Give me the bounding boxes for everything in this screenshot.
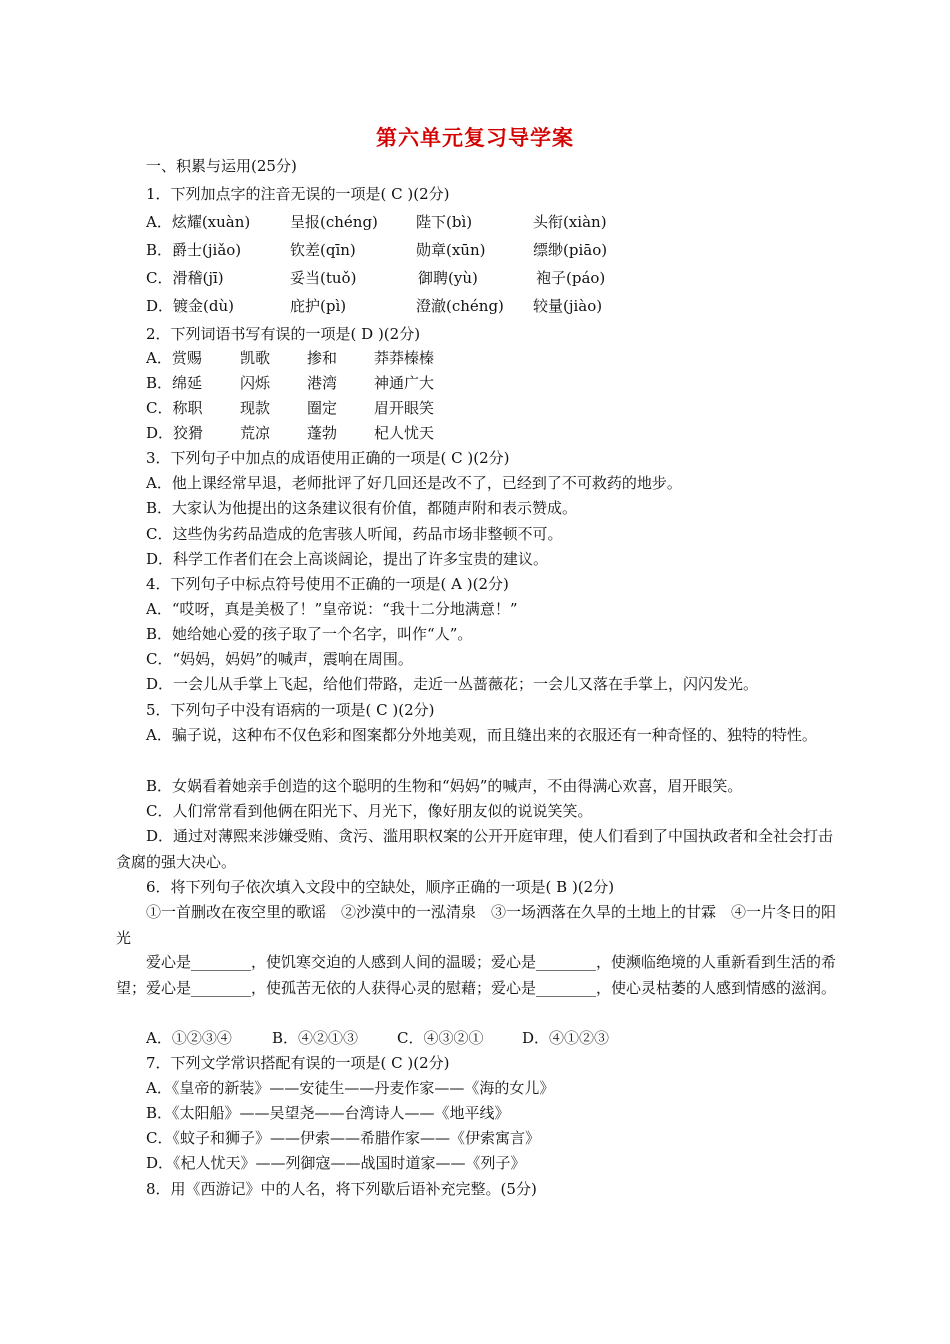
q2-option-a-3: 掺和 [307,349,338,367]
q2-option-d-1: D．狡猾 [146,424,204,442]
q5-option-d: D．通过对薄熙来涉嫌受贿、贪污、滥用职权案的公开开庭审理，使人们看到了中国执政者和全社会打击贪腐的强大决心。 [116,827,834,871]
question-4-stem: 4．下列句子中标点符号使用不正确的一项是( A )(2分) [146,575,509,593]
q1-option-a-4: 头衔(xiàn) [533,213,607,231]
q4-option-c: C．“妈妈，妈妈”的喊声，震响在周围。 [146,650,413,668]
q4-option-d: D．一会儿从手掌上飞起，给他们带路，走近一丛蔷薇花；一会儿又落在手掌上，闪闪发光。 [146,675,759,693]
q1-option-b-4: 缥缈(piāo) [533,241,608,259]
question-8-stem: 8．用《西游记》中的人名，将下列歇后语补充完整。(5分) [146,1180,537,1198]
q1-option-b-1: B．爵士(jiǎo) [146,241,242,259]
q5-option-b: B．女娲看着她亲手创造的这个聪明的生物和“妈妈”的喊声，不由得满心欢喜，眉开眼笑。 [146,777,743,795]
q1-option-d-1: D．镀金(dù) [146,297,234,315]
q7-option-d: D．《杞人忧天》——列御寇——战国时道家——《列子》 [146,1154,526,1172]
q7-option-b: B．《太阳船》——吴望尧——台湾诗人——《地平线》 [146,1104,510,1122]
q6-passage: 爱心是________，使饥寒交迫的人感到人间的温暖；爱心是________，使濒临绝境的人重新看到生活的希望；爱心是________，使孤苦无依的人获得心灵的慰藉；爱心是________，使心灵枯萎的人感到情感的滋润。 [116,953,837,997]
q3-option-b: B．大家认为他提出的这条建议很有价值，都随声附和表示赞成。 [146,499,578,517]
question-2-stem: 2．下列词语书写有误的一项是( D )(2分) [146,325,421,343]
q2-option-a-4: 莽莽榛榛 [374,349,435,367]
q3-option-a: A．他上课经常早退，老师批评了好几回还是改不了，已经到了不可救药的地步。 [146,474,682,492]
q2-option-d-3: 蓬勃 [307,424,338,442]
q3-option-d: D．科学工作者们在会上高谈阔论，提出了许多宝贵的建议。 [146,550,549,568]
q1-option-a-3: 陛下(bì) [416,213,473,231]
q1-option-c-1: C．滑稽(jī) [146,269,224,287]
question-3-stem: 3．下列句子中加点的成语使用正确的一项是( C )(2分) [146,449,510,467]
page-title: 第六单元复习导学案 [376,126,574,150]
q6-choice-d: D．④①②③ [522,1029,610,1047]
q2-option-a-1: A．赏赐 [146,349,202,367]
q1-option-d-2: 庇护(pì) [290,297,347,315]
q2-option-d-2: 荒凉 [240,424,271,442]
q5-option-a: A．骗子说，这种布不仅色彩和图案都分外地美观，而且缝出来的衣服还有一种奇怪的、独特的特性。 [146,726,817,744]
q2-option-b-3: 港湾 [307,374,338,392]
question-5-stem: 5．下列句子中没有语病的一项是( C )(2分) [146,701,435,719]
q6-items: ①一首删改在夜空里的歌谣 ②沙漠中的一泓清泉 ③一场洒落在久旱的土地上的甘霖 ④一片冬日的阳光 [116,903,837,947]
q1-option-c-3: 御聘(yù) [418,269,478,287]
q2-option-a-2: 凯歌 [240,349,271,367]
q1-option-d-4: 较量(jiào) [533,297,603,315]
q2-option-b-1: B．绵延 [146,374,203,392]
q2-option-c-1: C．称职 [146,399,203,417]
q4-option-a: A．“哎呀，真是美极了！”皇帝说：“我十二分地满意！” [146,600,518,618]
q2-option-c-2: 现款 [240,399,271,417]
question-7-stem: 7．下列文学常识搭配有误的一项是( C )(2分) [146,1054,450,1072]
q1-option-c-4: 袍子(páo) [536,269,606,287]
q6-choice-b: B．④②①③ [272,1029,359,1047]
q1-option-b-2: 钦差(qīn) [290,241,356,259]
q2-option-d-4: 杞人忧天 [374,424,435,442]
q1-option-b-3: 勋章(xūn) [416,241,486,259]
q2-option-b-4: 神通广大 [374,374,435,392]
q2-option-b-2: 闪烁 [240,374,271,392]
q5-option-c: C．人们常常看到他俩在阳光下、月光下，像好朋友似的说说笑笑。 [146,802,593,820]
q7-option-a: A．《皇帝的新装》——安徒生——丹麦作家——《海的女儿》 [146,1079,555,1097]
q6-choice-c: C．④③②① [397,1029,484,1047]
q3-option-c: C．这些伪劣药品造成的危害骇人听闻，药品市场非整顿不可。 [146,525,563,543]
q2-option-c-4: 眉开眼笑 [374,399,435,417]
q1-option-c-2: 妥当(tuǒ) [290,269,357,287]
q2-option-c-3: 圈定 [307,399,338,417]
q6-choice-a: A．①②③④ [146,1029,232,1047]
q1-option-a-2: 呈报(chéng) [290,213,378,231]
q1-option-a-1: A．炫耀(xuàn) [146,213,251,231]
q7-option-c: C．《蚊子和狮子》——伊索——希腊作家——《伊索寓言》 [146,1129,540,1147]
q1-option-d-3: 澄澈(chéng) [416,297,504,315]
section-heading: 一、积累与运用(25分) [146,157,297,175]
question-6-stem: 6．将下列句子依次填入文段中的空缺处，顺序正确的一项是( B )(2分) [146,878,615,896]
question-1-stem: 1．下列加点字的注音无误的一项是( C )(2分) [146,185,450,203]
q4-option-b: B．她给她心爱的孩子取了一个名字，叫作“人”。 [146,625,473,643]
